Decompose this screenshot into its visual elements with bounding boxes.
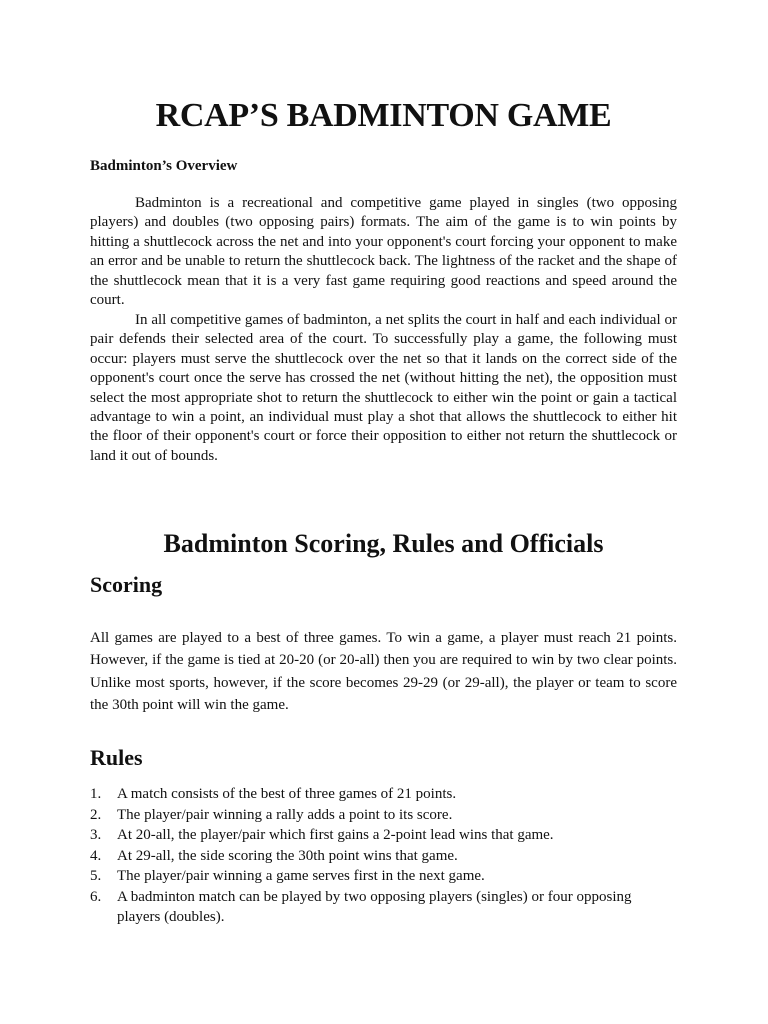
list-item-text: A badminton match can be played by two opposing players (singles) or four opposing players (doubles). (117, 888, 632, 925)
list-item-number: 5. (90, 868, 102, 884)
rules-list (90, 784, 677, 928)
list-item-number: 4. (90, 847, 102, 864)
list-item-number: 2. (90, 806, 102, 823)
list-item-text: The player/pair winning a game serves first in the next game. (117, 868, 485, 884)
list-item-number: 3. (90, 827, 102, 843)
overview-paragraph-2: In all competitive games of badminton, a net splits the court in half and each individual or pair defends their selected area of the court. To successfully play a game, the following must occur: players must serve the shuttlecock over the net so that it lands on the correct side of the opponent's court once the serve has crossed the net (without hitting the net), the opposition must select the most appropriate shot to return the shuttlecock to either win the point or gain a tactical advantage to win a point, an individual must play a shot that allows the shuttlecock to either hit the floor of their opponent's court or force their opposition to either not return the shuttlecock or land it out of bounds. (90, 312, 677, 464)
list-item (90, 805, 677, 826)
list-item-number: 6. (90, 888, 102, 905)
overview-heading: Badminton’s Overview (90, 158, 238, 174)
overview-paragraph-1: Badminton is a recreational and competitive game played in singles (two opposing players) and doubles (two opposing pairs) formats. The aim of the game is to win points by hitting a shuttlecock across the net and into your opponent's court forcing your opponent to make an error and be unable to return the shuttlecock back. The lightness of the racket and the shape of the shuttlecock mean that it is a very fast game requiring good reactions and speed around the court. (90, 195, 677, 309)
list-item-text: The player/pair winning a rally adds a point to its score. (117, 806, 453, 823)
scoring-heading: Scoring (90, 572, 163, 597)
list-item (90, 887, 677, 928)
list-item-number: 1. (90, 786, 102, 802)
list-item (90, 866, 677, 887)
rules-heading: Rules (90, 745, 143, 770)
document-title: RCAP’S BADMINTON GAME (155, 97, 612, 134)
scoring-paragraph: All games are played to a best of three games. To win a game, a player must reach 21 points. However, if the game is tied at 20-20 (or 20-all) then you are required to win by two clear points. Unlike most sports, however, if the score becomes 29-29 (or 29-all), the player or team to score the 30th point will win the game. (90, 630, 677, 713)
list-item (90, 784, 677, 805)
list-item-text: At 29-all, the side scoring the 30th point wins that game. (117, 847, 458, 864)
list-item-text: At 20-all, the player/pair which first gains a 2-point lead wins that game. (117, 827, 554, 843)
list-item (90, 846, 677, 867)
list-item-text: A match consists of the best of three games of 21 points. (117, 786, 457, 802)
section-title: Badminton Scoring, Rules and Officials (163, 529, 604, 558)
list-item (90, 825, 677, 846)
